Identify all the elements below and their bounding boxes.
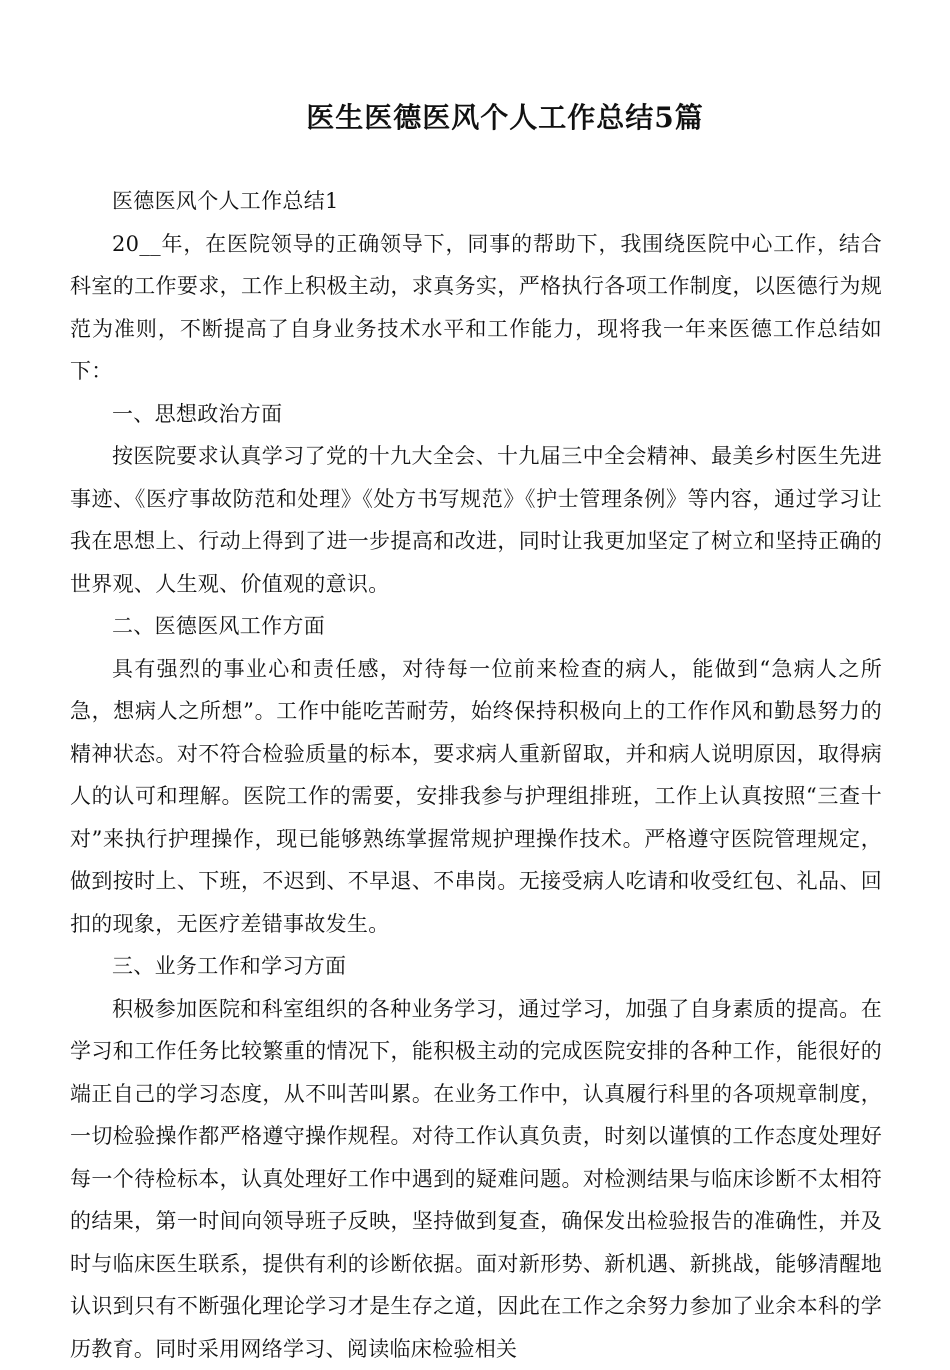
paragraph-intro: 20__年，在医院领导的正确领导下，同事的帮助下，我围绕医院中心工作，结合科室的工作要求，工作上积极主动，求真务实，严格执行各项工作制度，以医德行为规范为准则，不断提高了自身业务技术水平和工作能力，现将我一年来医德工作总结如下： — [70, 223, 882, 393]
subheading-political: 一、思想政治方面 — [70, 393, 882, 436]
paragraph-political: 按医院要求认真学习了党的十九大全会、十九届三中全会精神、最美乡村医生先进事迹、《医疗事故防范和处理》《处方书写规范》《护士管理条例》等内容，通过学习让我在思想上、行动上得到了进一步提高和改进，同时让我更加坚定了树立和坚持正确的世界观、人生观、价值观的意识。 — [70, 435, 882, 605]
subheading-ethics: 二、医德医风工作方面 — [70, 605, 882, 648]
document-body — [70, 180, 882, 1370]
paragraph-ethics: 具有强烈的事业心和责任感，对待每一位前来检查的病人，能做到“急病人之所急，想病人之所想”。工作中能吃苦耐劳，始终保持积极向上的工作作风和勤恳努力的精神状态。对不符合检验质量的标本，要求病人重新留取，并和病人说明原因，取得病人的认可和理解。医院工作的需要，安排我参与护理组排班，工作上认真按照“三查十对”来执行护理操作，现已能够熟练掌握常规护理操作技术。严格遵守医院管理规定，做到按时上、下班，不迟到、不早退、不串岗。无接受病人吃请和收受红包、礼品、回扣的现象，无医疗差错事故发生。 — [70, 648, 882, 946]
document-title: 医生医德医风个人工作总结5篇 — [0, 96, 950, 140]
subheading-work-study: 三、业务工作和学习方面 — [70, 945, 882, 988]
paragraph-work-study: 积极参加医院和科室组织的各种业务学习，通过学习，加强了自身素质的提高。在学习和工作任务比较繁重的情况下，能积极主动的完成医院安排的各种工作，能很好的端正自己的学习态度，从不叫苦叫累。在业务工作中，认真履行科里的各项规章制度，一切检验操作都严格遵守操作规程。对待工作认真负责，时刻以谨慎的工作态度处理好每一个待检标本，认真处理好工作中遇到的疑难问题。对检测结果与临床诊断不太相符的结果，第一时间向领导班子反映，坚持做到复查，确保发出检验报告的准确性，并及时与临床医生联系，提供有利的诊断依据。面对新形势、新机遇、新挑战，能够清醒地认识到只有不断强化理论学习才是生存之道，因此在工作之余努力参加了业余本科的学历教育。同时采用网络学习、阅读临床检验相关 — [70, 988, 882, 1370]
section-title: 医德医风个人工作总结1 — [70, 180, 882, 223]
